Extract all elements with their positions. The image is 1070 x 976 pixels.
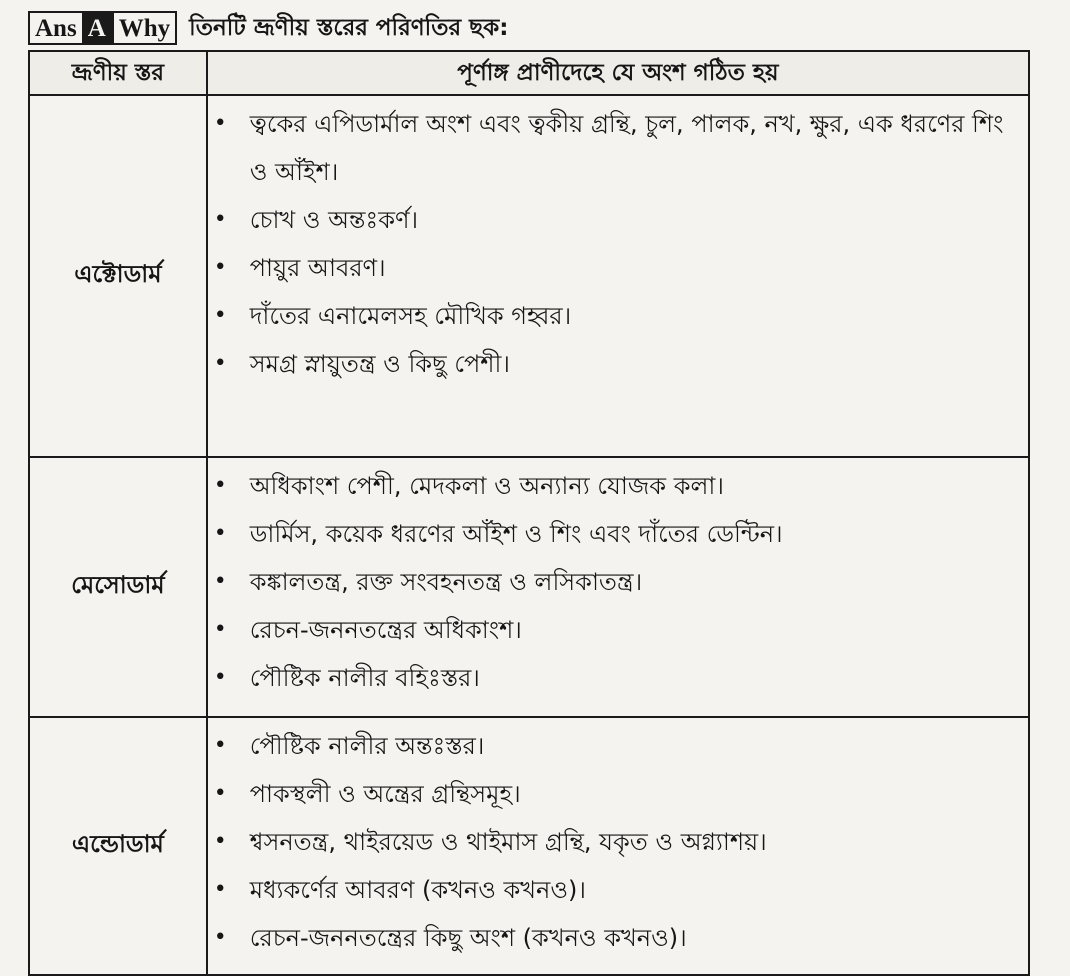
list-item-text: ডার্মিস, কয়েক ধরণের আঁইশ ও শিং এবং দাঁতের ডেন্টিন। [249,520,783,548]
derivatives-list [208,718,1028,964]
derivatives-cell [207,457,1029,717]
list-item-text: রেচন-জননতন্ত্রের কিছু অংশ (কখনও কখনও)। [249,924,687,952]
list-item [214,292,1020,340]
list-item-text: পৌষ্টিক নালীর বহিঃস্তর। [249,664,480,692]
bullet-icon: • [213,925,227,950]
list-item [214,606,1020,654]
column-header-parts: পূর্ণাঙ্গ প্রাণীদেহে যে অংশ গঠিত হয় [207,51,1029,95]
bullet-icon: • [213,877,227,902]
list-item [214,866,1020,914]
table-row [29,457,1029,717]
bullet-icon: • [213,521,227,546]
list-item [214,654,1020,702]
bullet-icon: • [213,255,227,280]
bullet-icon: • [213,665,227,690]
bullet-icon: • [213,781,227,806]
badge-why-label: Why [112,13,175,43]
answer-header [28,8,508,48]
list-item-text: রেচন-জননতন্ত্রের অধিকাংশ। [249,616,522,644]
list-item-text: সমগ্র স্নায়ুতন্ত্র ও কিছু পেশী। [249,350,510,378]
list-item [214,914,1020,962]
layer-name-cell: এক্টোডার্ম [29,95,207,457]
bullet-icon: • [213,733,227,758]
derivatives-list [208,96,1028,390]
layer-name-cell: এন্ডোডার্ম [29,717,207,975]
list-item [214,510,1020,558]
bullet-icon: • [213,829,227,854]
bullet-icon: • [213,473,227,498]
section-title: তিনটি ভ্রূণীয় স্তরের পরিণতির ছক: [189,14,509,41]
list-item [214,722,1020,770]
list-item [214,100,1020,196]
bullet-icon: • [213,207,227,232]
bullet-icon: • [213,569,227,594]
list-item-text: পাকস্থলী ও অন্ত্রের গ্রন্থিসমূহ। [249,780,521,808]
list-item-text: পায়ুর আবরণ। [249,254,386,282]
derivatives-list [208,458,1028,704]
bullet-icon: • [213,351,227,376]
table-row [29,717,1029,975]
list-item-text: দাঁতের এনামেলসহ মৌখিক গহ্বর। [249,302,572,330]
list-item [214,770,1020,818]
layer-name-cell: মেসোডার্ম [29,457,207,717]
list-item [214,818,1020,866]
table-header-row [29,51,1029,95]
list-item [214,244,1020,292]
list-item-text: চোখ ও অন্তঃকর্ণ। [249,206,419,234]
list-item-text: মধ্যকর্ণের আবরণ (কখনও কখনও)। [249,876,586,904]
list-item-text: কঙ্কালতন্ত্র, রক্ত সংবহনতন্ত্র ও লসিকাতন্ত্র। [249,568,643,596]
ans-a-why-badge [28,11,177,45]
badge-a-label: A [82,13,112,43]
bullet-icon: • [213,617,227,642]
column-header-layer: ভ্রূণীয় স্তর [29,51,207,95]
derivatives-cell [207,95,1029,457]
bullet-icon: • [213,303,227,328]
badge-ans-label: Ans [30,13,82,43]
list-item [214,340,1020,388]
bullet-icon: • [213,111,227,136]
list-item [214,196,1020,244]
list-item-text: শ্বসনতন্ত্র, থাইরয়েড ও থাইমাস গ্রন্থি, যকৃত ও অগ্ন্যাশয়। [249,828,767,856]
list-item [214,558,1020,606]
derivatives-cell [207,717,1029,975]
table-row [29,95,1029,457]
list-item-text: ত্বকের এপিডার্মাল অংশ এবং ত্বকীয় গ্রন্থি, চুল, পালক, নখ, ক্ষুর, এক ধরণের শিং ও আঁইশ। [249,110,1004,186]
list-item-text: অধিকাংশ পেশী, মেদকলা ও অন্যান্য যোজক কলা। [249,472,724,500]
list-item [214,462,1020,510]
list-item-text: পৌষ্টিক নালীর অন্তঃস্তর। [249,732,485,760]
germ-layer-table [28,50,1030,976]
